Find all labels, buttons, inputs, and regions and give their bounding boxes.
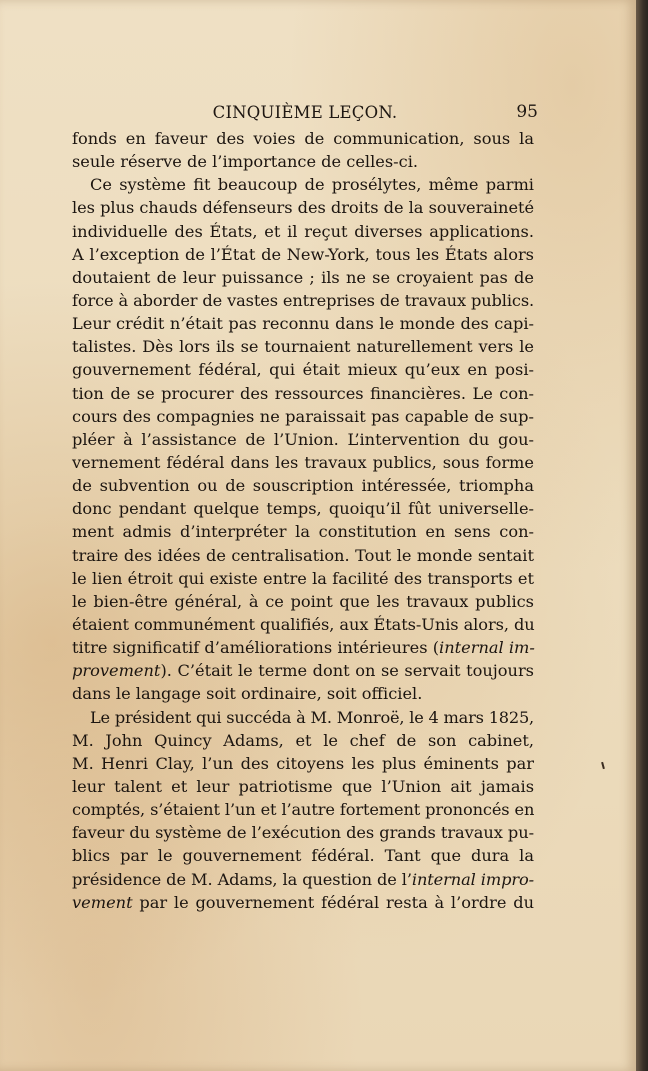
text-line: faveur du système de l’exécution des grands travaux pu- xyxy=(72,823,534,843)
running-head xyxy=(72,101,538,125)
text-line: traire des idées de centralisation. Tout le monde sentait xyxy=(72,545,534,565)
margin-mark xyxy=(601,762,605,769)
text-line: étaient communément qualifiés, aux États-Unis alors, du xyxy=(72,614,535,634)
text-line: individuelle des États, et il reçut diverses applications. xyxy=(72,221,534,241)
text-line: talistes. Dès lors ils se tournaient naturellement vers le xyxy=(72,337,534,357)
text-line: fonds en faveur des voies de communication, sous la xyxy=(72,129,534,148)
text-line: comptés, s’étaient l’un et l’autre fortement prononcés en xyxy=(72,800,535,820)
text-line: vernement fédéral dans les travaux publics, sous forme xyxy=(72,452,534,472)
chapter-title: CINQUIÈME LEÇON. xyxy=(212,103,398,122)
text-line: M. John Quincy Adams, et le chef de son cabinet, xyxy=(72,730,534,750)
body-text xyxy=(72,127,534,914)
text-line: le bien-être général, à ce point que les travaux publics xyxy=(72,591,534,611)
text-line: titre significatif d’améliorations intérieures (internal im- xyxy=(72,638,535,658)
text-line: pléer à l’assistance de l’Union. L’intervention du gou- xyxy=(72,429,534,449)
page-edge xyxy=(636,0,648,1071)
text-line: doutaient de leur puissance ; ils ne se croyaient pas de xyxy=(72,267,534,287)
text-line: Le président qui succéda à M. Monroë, le 4 mars 1825, xyxy=(90,707,534,727)
text-line: seule réserve de l’importance de celles-ci. xyxy=(72,152,419,172)
text-line: vement par le gouvernement fédéral resta à l’ordre du xyxy=(72,892,534,912)
text-line: leur talent et leur patriotisme que l’Union ait jamais xyxy=(72,776,534,796)
text-line: dans le langage soit ordinaire, soit officiel. xyxy=(72,684,423,704)
text-line: Leur crédit n’était pas reconnu dans le monde des capi- xyxy=(72,314,534,334)
text-line: blics par le gouvernement fédéral. Tant que dura la xyxy=(72,846,534,866)
text-line: les plus chauds défenseurs des droits de la souveraineté xyxy=(72,198,534,218)
text-line: de subvention ou de souscription intéressée, triompha xyxy=(72,476,534,496)
text-line: le lien étroit qui existe entre la facilité des transports et xyxy=(72,568,534,588)
text-line: M. Henri Clay, l’un des citoyens les plus éminents par xyxy=(72,753,534,773)
text-line: cours des compagnies ne paraissait pas capable de sup- xyxy=(72,406,534,426)
text-line: tion de se procurer des ressources financières. Le con- xyxy=(72,383,534,403)
text-line: Ce système fit beaucoup de prosélytes, même parmi xyxy=(90,175,534,195)
text-line: présidence de M. Adams, la question de l’internal impro- xyxy=(72,869,534,889)
text-line: donc pendant quelque temps, quoiqu’il fût universelle- xyxy=(72,499,534,519)
page-number: 95 xyxy=(516,102,538,122)
text-line: A l’exception de l’État de New-York, tous les États alors xyxy=(72,244,534,264)
text-line: force à aborder de vastes entreprises de travaux publics. xyxy=(72,290,535,310)
text-line: gouvernement fédéral, qui était mieux qu’eux en posi- xyxy=(72,360,534,380)
text-line: provement). C’était le terme dont on se servait toujours xyxy=(72,661,534,681)
text-line: ment admis d’interpréter la constitution en sens con- xyxy=(72,522,534,542)
